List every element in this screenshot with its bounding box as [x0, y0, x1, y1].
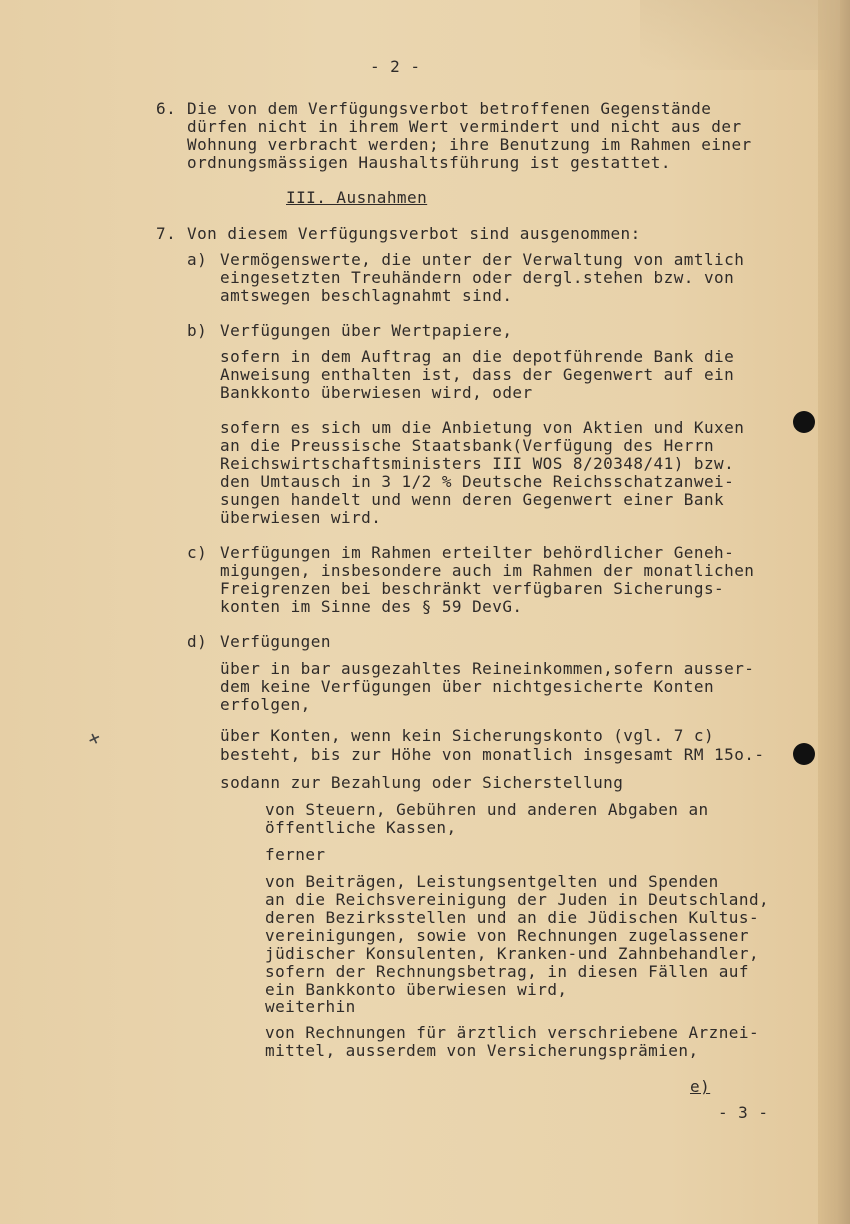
- item-7d-sub2-line-7: ein Bankkonto überwiesen wird,: [265, 980, 568, 999]
- item-7d-title: Verfügungen: [220, 632, 331, 651]
- item-7b-p2-line-5: sungen handelt und wenn deren Gegenwert einer Bank: [220, 490, 725, 509]
- item-6-line-1: Die von dem Verfügungsverbot betroffenen Gegenstände: [187, 99, 712, 118]
- next-page-number: - 3 -: [718, 1103, 769, 1122]
- item-7d-sub2-line-1: von Beiträgen, Leistungsentgelten und Spenden: [265, 872, 719, 891]
- item-7d-sub1-line-1: von Steuern, Gebühren und anderen Abgaben an: [265, 800, 709, 819]
- item-7d-sub1-line-2: öffentliche Kassen,: [265, 818, 457, 837]
- paper-edge: [818, 0, 850, 1224]
- item-7a-line-3: amtswegen beschlagnahmt sind.: [220, 286, 513, 305]
- section-heading: III. Ausnahmen: [286, 188, 428, 207]
- item-7d-ferner: ferner: [265, 845, 326, 864]
- item-7c-line-3: Freigrenzen bei beschränkt verfügbaren Sicherungs-: [220, 579, 725, 598]
- item-6-line-4: ordnungsmässigen Haushaltsführung ist gestattet.: [187, 153, 671, 172]
- item-7a-line-2: eingesetzten Treuhändern oder dergl.stehen bzw. von: [220, 268, 735, 287]
- item-6-line-3: Wohnung verbracht werden; ihre Benutzung im Rahmen einer: [187, 135, 752, 154]
- item-7b-p2-line-1: sofern es sich um die Anbietung von Aktien und Kuxen: [220, 418, 745, 437]
- item-7b-title: Verfügungen über Wertpapiere,: [220, 321, 513, 340]
- item-7d-sub2-line-2: an die Reichsvereinigung der Juden in Deutschland,: [265, 890, 770, 909]
- folded-corner: [640, 0, 840, 70]
- item-7b-p2-line-6: überwiesen wird.: [220, 508, 382, 527]
- item-7d-sub2-line-3: deren Bezirksstellen und an die Jüdischen Kultus-: [265, 908, 760, 927]
- item-6-line-2: dürfen nicht in ihrem Wert vermindert und nicht aus der: [187, 117, 742, 136]
- punch-hole-upper: [793, 411, 815, 433]
- punch-hole-lower: [793, 743, 815, 765]
- catchword: e): [690, 1077, 711, 1096]
- item-7d-sub3-line-1: von Rechnungen für ärztlich verschriebene Arznei-: [265, 1023, 760, 1042]
- item-6-number: 6.: [156, 99, 177, 118]
- item-7a-line-1: Vermögenswerte, die unter der Verwaltung von amtlich: [220, 250, 745, 269]
- item-7d-sub2-line-4: vereinigungen, sowie von Rechnungen zugelassener: [265, 926, 749, 945]
- page-number: - 2 -: [370, 57, 421, 76]
- item-7d-p2-line-1: über Konten, wenn kein Sicherungskonto (vgl. 7 c): [220, 726, 715, 745]
- item-7d-label: d): [187, 632, 208, 651]
- margin-pencil-mark: +: [83, 724, 105, 752]
- item-7-intro: Von diesem Verfügungsverbot sind ausgenommen:: [187, 224, 641, 243]
- item-7d-p2-line-2: besteht, bis zur Höhe von monatlich insgesamt RM 15o.-: [220, 745, 765, 764]
- item-7d-p1-line-1: über in bar ausgezahltes Reineinkommen,sofern ausser-: [220, 659, 755, 678]
- item-7b-p2-line-3: Reichswirtschaftsministers III WOS 8/20348/41) bzw.: [220, 454, 735, 473]
- item-7b-label: b): [187, 321, 208, 340]
- item-7c-line-4: konten im Sinne des § 59 DevG.: [220, 597, 523, 616]
- item-7d-weiterhin: weiterhin: [265, 997, 356, 1016]
- item-7d-sub2-line-6: sofern der Rechnungsbetrag, in diesen Fällen auf: [265, 962, 749, 981]
- item-7d-p1-line-2: dem keine Verfügungen über nichtgesicherte Konten: [220, 677, 715, 696]
- item-7-number: 7.: [156, 224, 177, 243]
- item-7d-sub2-line-5: jüdischer Konsulenten, Kranken-und Zahnbehandler,: [265, 944, 760, 963]
- item-7b-p1-line-2: Anweisung enthalten ist, dass der Gegenwert auf ein: [220, 365, 735, 384]
- item-7b-p1-line-1: sofern in dem Auftrag an die depotführende Bank die: [220, 347, 735, 366]
- item-7a-label: a): [187, 250, 208, 269]
- item-7b-p2-line-4: den Umtausch in 3 1/2 % Deutsche Reichsschatzanwei-: [220, 472, 735, 491]
- item-7d-sub3-line-2: mittel, ausserdem von Versicherungsprämien,: [265, 1041, 699, 1060]
- item-7d-p1-line-3: erfolgen,: [220, 695, 311, 714]
- item-7c-line-1: Verfügungen im Rahmen erteilter behördlicher Geneh-: [220, 543, 735, 562]
- item-7c-label: c): [187, 543, 208, 562]
- item-7b-p2-line-2: an die Preussische Staatsbank(Verfügung des Herrn: [220, 436, 715, 455]
- item-7c-line-2: migungen, insbesondere auch im Rahmen der monatlichen: [220, 561, 755, 580]
- item-7d-p3: sodann zur Bezahlung oder Sicherstellung: [220, 773, 624, 792]
- item-7b-p1-line-3: Bankkonto überwiesen wird, oder: [220, 383, 533, 402]
